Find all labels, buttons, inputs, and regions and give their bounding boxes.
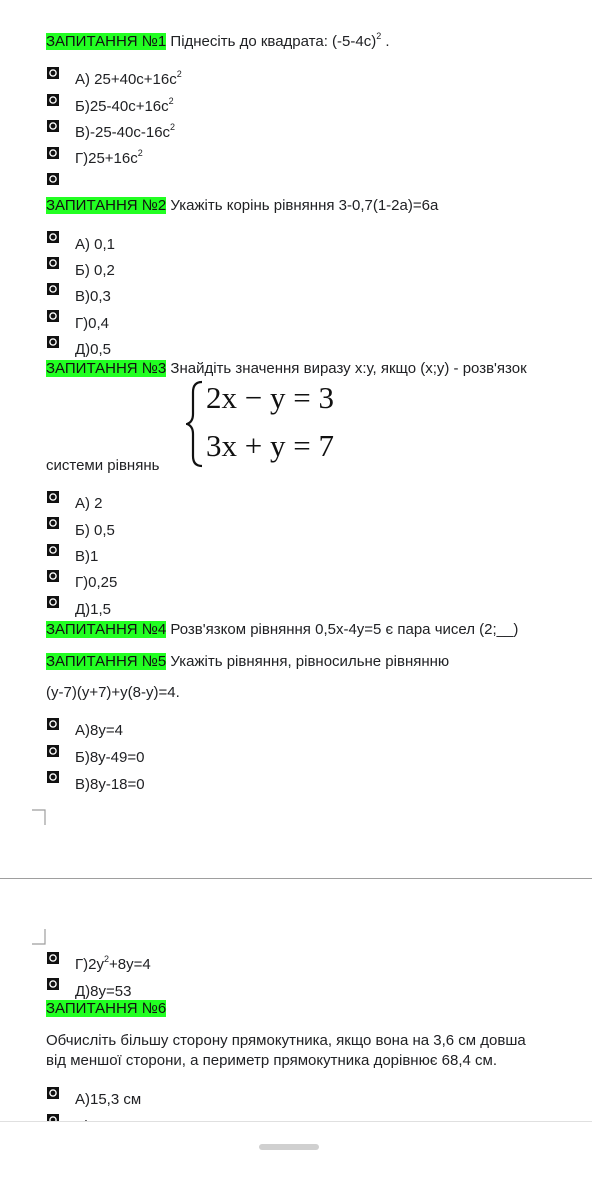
question-3-continuation: системи рівнянь [46, 457, 160, 474]
radio-bullet-icon[interactable] [47, 310, 59, 322]
q5-option-b[interactable]: Б)8у-49=0 [75, 749, 145, 766]
question-1-text: Піднесіть до квадрата: (-5-4с) [170, 33, 377, 50]
question-6-label: ЗАПИТАННЯ №6 [46, 1000, 167, 1017]
option-text: Г)25+16с [75, 150, 138, 167]
option-text: В)-25-40с-16с [75, 124, 171, 141]
equation-2: 3x + y = 7 [206, 428, 334, 463]
q3-option-e[interactable]: Д)1,5 [75, 601, 112, 618]
q2-option-d[interactable]: Г)0,4 [75, 315, 109, 332]
q1-option-d[interactable] [75, 150, 143, 168]
question-6 [46, 1000, 166, 1018]
q5-option-c[interactable]: В)8у-18=0 [75, 776, 145, 793]
question-2-text: Укажіть корінь рівняння 3-0,7(1-2а)=6а [170, 197, 439, 214]
radio-bullet-icon[interactable] [47, 570, 59, 582]
page-corner-mark-icon [32, 809, 46, 825]
option-text: Б)25-40с+16с [75, 98, 169, 115]
q2-option-c[interactable]: В)0,3 [75, 288, 111, 305]
question-1-tail: . [381, 33, 390, 50]
question-6-text-line-2: від меншої сторони, а периметр прямокутника дорівнює 68,4 см. [46, 1052, 498, 1069]
question-4-text: Розв'язком рівняння 0,5х-4у=5 є пара чисел (2;__) [170, 621, 519, 638]
option-text: Г)2у [75, 956, 104, 973]
q5-option-a[interactable]: А)8у=4 [75, 722, 123, 739]
question-3-text: Знайдіть значення виразу х:у, якщо (х;у) - розв'язок [170, 360, 527, 377]
radio-bullet-icon[interactable] [47, 257, 59, 269]
left-brace-icon [186, 378, 206, 470]
question-5-label: ЗАПИТАННЯ №5 [46, 653, 167, 670]
option-text: А) 25+40с+16с [75, 71, 177, 88]
q3-option-a[interactable]: А) 2 [75, 495, 103, 512]
radio-bullet-icon[interactable] [47, 231, 59, 243]
equation-system [186, 378, 356, 470]
question-2 [46, 197, 438, 215]
option-text-tail: +8у=4 [108, 956, 151, 973]
radio-bullet-icon[interactable] [47, 517, 59, 529]
q2-option-a[interactable]: А) 0,1 [75, 236, 116, 253]
question-3 [46, 360, 527, 378]
radio-bullet-icon[interactable] [47, 120, 59, 132]
home-gesture-handle[interactable] [259, 1144, 319, 1150]
radio-bullet-icon[interactable] [47, 283, 59, 295]
option-exponent: 2 [168, 96, 174, 106]
radio-bullet-icon[interactable] [47, 336, 59, 348]
question-1 [46, 33, 390, 51]
radio-bullet-icon[interactable] [47, 978, 59, 990]
q3-option-b[interactable]: Б) 0,5 [75, 522, 115, 539]
question-2-label: ЗАПИТАННЯ №2 [46, 197, 167, 214]
radio-bullet-icon[interactable] [47, 1087, 59, 1099]
question-1-exponent: 2 [376, 31, 382, 41]
radio-bullet-icon[interactable] [47, 544, 59, 556]
q3-option-d[interactable]: Г)0,25 [75, 574, 118, 591]
radio-bullet-icon[interactable] [47, 94, 59, 106]
radio-bullet-icon[interactable] [47, 173, 59, 185]
q1-option-c[interactable] [75, 124, 175, 142]
radio-bullet-icon[interactable] [47, 745, 59, 757]
page-divider [0, 878, 592, 879]
q1-option-a[interactable] [75, 71, 182, 89]
q5-option-d[interactable] [75, 956, 151, 974]
q2-option-b[interactable]: Б) 0,2 [75, 262, 115, 279]
radio-bullet-icon[interactable] [47, 771, 59, 783]
q1-option-b[interactable] [75, 98, 174, 116]
q2-option-e[interactable]: Д)0,5 [75, 341, 112, 358]
question-4-label: ЗАПИТАННЯ №4 [46, 621, 167, 638]
option-exponent: 2 [176, 69, 182, 79]
radio-bullet-icon[interactable] [47, 952, 59, 964]
equation-1: 2x − y = 3 [206, 380, 334, 415]
q5-option-e[interactable]: Д)8у=53 [75, 983, 132, 1000]
radio-bullet-icon[interactable] [47, 596, 59, 608]
question-3-label: ЗАПИТАННЯ №3 [46, 360, 167, 377]
radio-bullet-icon[interactable] [47, 491, 59, 503]
radio-bullet-icon[interactable] [47, 67, 59, 79]
radio-bullet-icon[interactable] [47, 718, 59, 730]
question-5 [46, 653, 449, 671]
question-6-text-line-1: Обчисліть більшу сторону прямокутника, якщо вона на 3,6 см довша [46, 1032, 526, 1049]
q6-option-a[interactable]: А)15,3 см [75, 1091, 142, 1108]
question-1-label: ЗАПИТАННЯ №1 [46, 33, 167, 50]
option-exponent: 2 [170, 122, 176, 132]
question-5-text: Укажіть рівняння, рівносильне рівнянню [170, 653, 450, 670]
page-corner-mark-icon [32, 929, 46, 945]
option-exponent: 2 [103, 954, 109, 964]
question-4 [46, 621, 518, 639]
question-5-expression: (у-7)(у+7)+у(8-у)=4. [46, 684, 180, 701]
radio-bullet-icon[interactable] [47, 147, 59, 159]
bottom-navigation-bar [0, 1121, 592, 1183]
q3-option-c[interactable]: В)1 [75, 548, 99, 565]
option-exponent: 2 [137, 148, 143, 158]
